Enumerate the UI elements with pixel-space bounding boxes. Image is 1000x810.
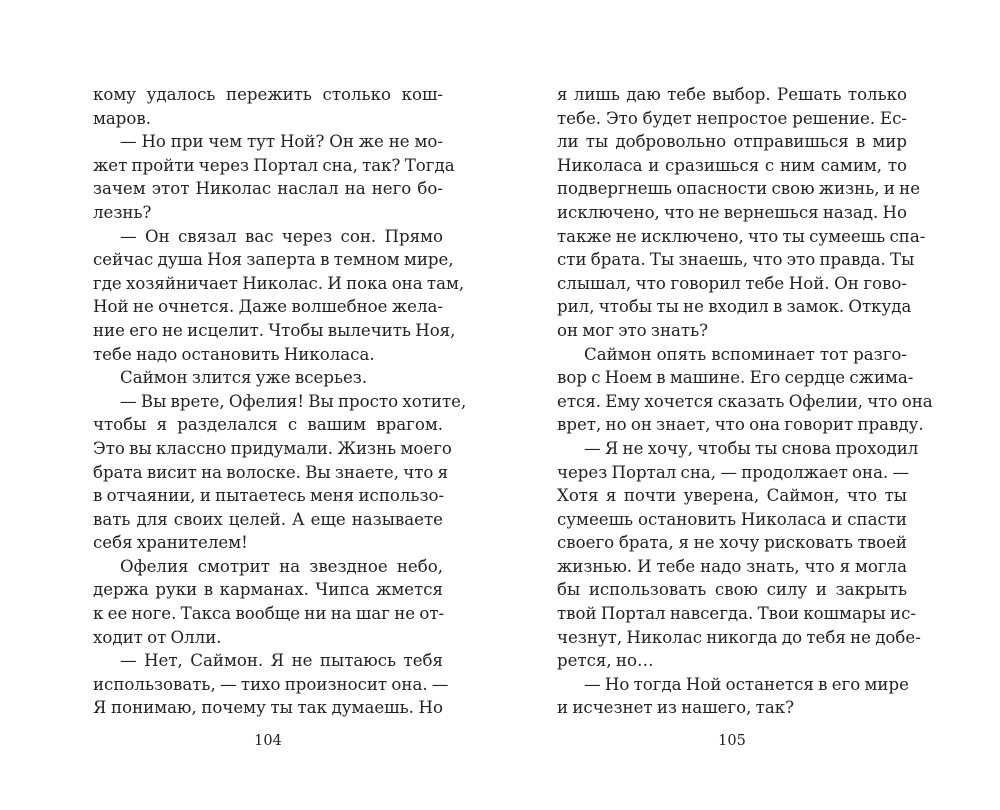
left-line-24: ходит от Олли. xyxy=(93,627,222,647)
left-line-10: Ной не очнется. Даже волшебное жела- xyxy=(93,297,443,317)
right-line-1: я лишь даю тебе выбор. Решать только xyxy=(557,85,907,104)
left-line-26: использовать, — тихо произносит она. — xyxy=(93,674,449,694)
right-line-27: и исчезнет из нашего, так? xyxy=(557,698,795,718)
left-line-19: вать для своих целей. А еще называете xyxy=(93,509,443,529)
right-line-6: исключено, что не вернешься назад. Но xyxy=(557,202,907,222)
right-line-4: Николаса и сразишься с ним самим, то xyxy=(557,155,907,175)
right-line-25: рется, но… xyxy=(557,651,654,671)
left-line-11: ние его не исцелит. Чтобы вылечить Ноя, xyxy=(93,320,456,340)
right-line-14: ется. Ему хочется сказать Офелии, что она xyxy=(557,391,933,411)
left-line-17: брата висит на волоске. Вы знаете, что я xyxy=(93,462,449,482)
left-line-3: — Но при чем тут Ной? Он же не мо- xyxy=(120,132,443,152)
page-number-right: 105 xyxy=(718,733,746,749)
left-line-27: Я понимаю, почему ты так думаешь. Но xyxy=(93,698,443,718)
left-line-1: кому удалось пережить столько кош- xyxy=(93,85,443,104)
left-line-22: держа руки в карманах. Чипса жмется xyxy=(93,580,443,600)
right-line-5: подвергнешь опасности свою жизнь, и не xyxy=(557,179,921,199)
right-line-24: чезнут, Николас никогда до тебя не добе- xyxy=(557,627,921,647)
left-line-14: — Вы врете, Офелия! Вы просто хотите, xyxy=(120,391,467,411)
left-line-13: Саймон злится уже всерьез. xyxy=(120,368,368,388)
left-line-2: маров. xyxy=(93,108,152,128)
left-line-23: к ее ноге. Такса вообще ни на шаг не от- xyxy=(93,604,445,624)
left-line-16: Это вы классно придумали. Жизнь моего xyxy=(93,438,452,458)
right-line-17: через Портал сна, — продолжает она. — xyxy=(557,462,910,482)
left-line-7: — Он связал вас через сон. Прямо xyxy=(120,226,443,246)
left-line-15: чтобы я разделался с вашим врагом. xyxy=(93,415,443,435)
left-line-4: жет пройти через Портал сна, так? Тогда xyxy=(93,155,455,175)
right-line-21: жизнью. И тебе надо знать, что я могла xyxy=(557,556,907,576)
page-number-left: 104 xyxy=(254,733,282,749)
right-page xyxy=(557,83,933,720)
right-line-26: — Но тогда Ной останется в его мире xyxy=(584,674,909,694)
right-line-9: слышал, что говорил тебе Ной. Он гово- xyxy=(557,273,907,293)
right-line-13: вор с Ноем в машине. Его сердце сжима- xyxy=(557,368,914,388)
right-line-12: Саймон опять вспоминает тот разго- xyxy=(584,344,907,364)
right-line-3: ли ты добровольно отправишься в мир xyxy=(557,132,907,152)
right-line-11: он мог это знать? xyxy=(557,320,709,340)
right-line-10: рил, чтобы ты не входил в замок. Откуда xyxy=(557,297,912,317)
left-line-9: где хозяйничает Николас. И пока она там, xyxy=(93,273,465,293)
right-line-20: своего брата, я не хочу рисковать твоей xyxy=(557,533,907,553)
right-line-7: также не исключено, что ты сумеешь спа- xyxy=(557,226,926,246)
right-line-18: Хотя я почти уверена, Саймон, что ты xyxy=(557,486,907,506)
left-line-25: — Нет, Саймон. Я не пытаюсь тебя xyxy=(120,651,443,671)
left-page xyxy=(93,83,467,720)
right-line-22: бы использовать свою силу и закрыть xyxy=(557,580,907,600)
left-line-18: в отчаянии, и пытаетесь меня использо- xyxy=(93,486,445,506)
left-line-6: лезнь? xyxy=(93,202,152,222)
right-line-16: — Я не хочу, чтобы ты снова проходил xyxy=(584,438,919,458)
right-line-8: сти брата. Ты знаешь, что это правда. Ты xyxy=(557,250,915,270)
right-line-19: сумеешь остановить Николаса и спасти xyxy=(557,509,907,529)
left-line-20: себя хранителем! xyxy=(93,533,248,553)
left-line-21: Офелия смотрит на звездное небо, xyxy=(120,556,443,576)
right-line-2: тебе. Это будет непростое решение. Ес- xyxy=(557,108,907,128)
left-line-12: тебе надо остановить Николаса. xyxy=(93,344,375,364)
right-line-15: врет, но он знает, что она говорит правду. xyxy=(557,415,924,435)
left-line-5: зачем этот Николас наслал на него бо- xyxy=(93,179,443,199)
right-line-23: твой Портал навсегда. Твои кошмары ис- xyxy=(557,604,916,624)
left-line-8: сейчас душа Ноя заперта в темном мире, xyxy=(93,250,454,270)
